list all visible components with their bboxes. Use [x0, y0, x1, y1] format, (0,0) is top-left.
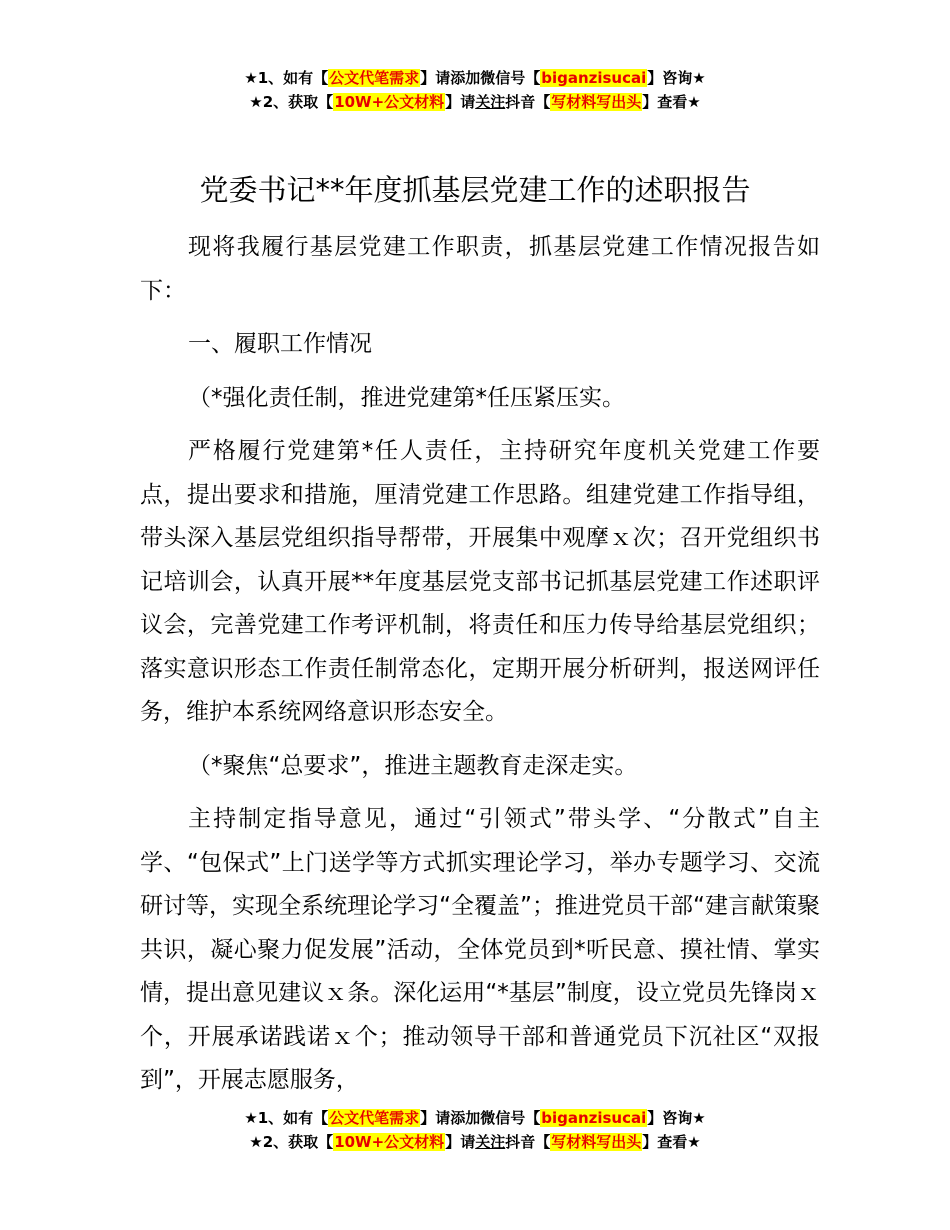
- document-body: [140, 226, 820, 1103]
- notice-highlight: 写材料写出头: [551, 1133, 642, 1151]
- notice-text: 】请添加微信号【: [420, 69, 541, 87]
- notice-highlight: 写材料写出头: [551, 93, 642, 111]
- notice-highlight: biganzisucai: [541, 1109, 647, 1127]
- notice-text: 】咨询★: [647, 69, 706, 87]
- notice-highlight: biganzisucai: [541, 69, 647, 87]
- notice-text: ★1、如有【: [244, 69, 329, 87]
- notice-highlight: 公文代笔需求: [329, 1109, 420, 1127]
- notice-underline: 关注: [475, 1133, 506, 1151]
- notice-underline: 关注: [475, 93, 506, 111]
- notice-text: 】咨询★: [647, 1109, 706, 1127]
- paragraph-body: 主持制定指导意见，通过“引领式”带头学、“分散式”自主学、“包保式”上门送学等方式抓实理论学习，举办专题学习、交流研讨等，实现全系统理论学习“全覆盖”；推进党员干部“建言献策聚共识，凝心聚力促发展”活动，全体党员到*听民意、摸社情、掌实情，提出意见建议ｘ条。深化运用“*基层”制度，设立党员先锋岗ｘ个，开展承诺践诺ｘ个；推动领导干部和普通党员下沉社区“双报到”，开展志愿服务，: [140, 806, 820, 1093]
- section-heading: 一、履职工作情况: [188, 331, 372, 357]
- subsection-heading: （*聚焦“总要求”，推进主题教育走深走实。: [188, 752, 638, 779]
- notice-text: 抖音【: [505, 93, 551, 111]
- notice-line-1: [0, 1106, 950, 1130]
- document-title: 党委书记**年度抓基层党建工作的述职报告: [199, 173, 751, 207]
- notice-text: ★1、如有【: [244, 1109, 329, 1127]
- paragraph-body: 严格履行党建第*任人责任，主持研究年度机关党建工作要点，提出要求和措施，厘清党建工作思路。组建党建工作指导组，带头深入基层党组织指导帮带，开展集中观摩ｘ次；召开党组织书记培训会，认真开展**年度基层党支部书记抓基层党建工作述职评议会，完善党建工作考评机制，将责任和压力传导给基层党组织；落实意识形态工作责任制常态化，定期开展分析研判，报送网评任务，维护本系统网络意识形态安全。: [140, 438, 820, 725]
- notice-line-2: [0, 90, 950, 114]
- notice-text: 抖音【: [505, 1133, 551, 1151]
- header-notice: [0, 66, 950, 114]
- footer-notice: [0, 1106, 950, 1154]
- notice-highlight: 10W+公文材料: [334, 1133, 445, 1151]
- notice-text: 】请: [445, 1133, 476, 1151]
- notice-highlight: 10W+公文材料: [334, 93, 445, 111]
- notice-text: 】请: [445, 93, 476, 111]
- subsection-heading: （*强化责任制，推进党建第*任压紧压实。: [188, 384, 625, 411]
- notice-text: 】请添加微信号【: [420, 1109, 541, 1127]
- notice-text: ★2、获取【: [249, 93, 334, 111]
- notice-highlight: 公文代笔需求: [329, 69, 420, 87]
- notice-line-2: [0, 1130, 950, 1154]
- notice-text: ★2、获取【: [249, 1133, 334, 1151]
- notice-text: 】查看★: [642, 1133, 701, 1151]
- notice-line-1: [0, 66, 950, 90]
- paragraph-intro: 现将我履行基层党建工作职责，抓基层党建工作情况报告如下：: [140, 234, 820, 304]
- notice-text: 】查看★: [642, 93, 701, 111]
